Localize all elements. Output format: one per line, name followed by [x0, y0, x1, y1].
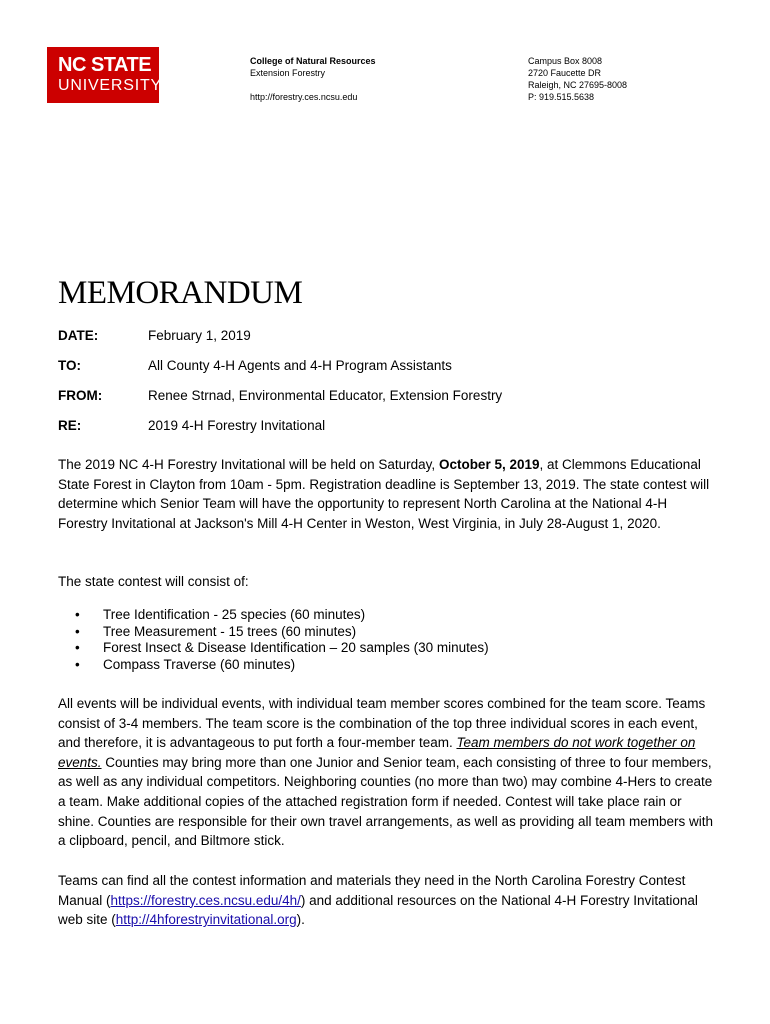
from-value: Renee Strnad, Environmental Educator, Extension Forestry: [148, 388, 503, 403]
bullet-icon: •: [75, 607, 80, 622]
to-value: All County 4-H Agents and 4-H Program Assistants: [148, 358, 452, 373]
re-value: 2019 4-H Forestry Invitational: [148, 418, 326, 433]
date-value: February 1, 2019: [148, 328, 251, 343]
contest-date: October 5, 2019: [438, 457, 540, 472]
bullet-icon: •: [75, 656, 80, 672]
event-text: Tree Identification - 25 species (60 minutes): [103, 607, 366, 622]
events-list: [75, 607, 489, 673]
event-text: Compass Traverse (60 minutes): [103, 656, 296, 672]
list-item: [75, 640, 489, 657]
address-line: 2720 Faucette DR: [528, 68, 602, 78]
resources-paragraph: [58, 871, 718, 930]
rules-emphasis: Team members do not work together on events.: [58, 735, 696, 770]
intro-paragraph: [58, 455, 718, 533]
bullet-icon: •: [75, 623, 80, 639]
invitational-website-link[interactable]: http://4hforestryinvitational.org: [115, 912, 297, 928]
memo-title: MEMORANDUM: [58, 275, 303, 311]
website-url: http://forestry.ces.ncsu.edu: [250, 92, 358, 102]
college-name: College of Natural Resources: [250, 56, 376, 66]
resources-text-b: ) and additional resources on the National 4-H Forestry Invitational web site (: [58, 892, 698, 928]
resources-text-c: ).: [296, 912, 305, 928]
rules-text-a: All events will be individual events, with individual team member scores combined for the team score. Teams consist of 3-4 members. The team score is the combination of the top three individual scores in each event, and therefore, it is advantageous to put forth a four-member team.: [58, 696, 706, 751]
re-label: RE:: [58, 418, 82, 433]
address-line: Raleigh, NC 27695-8008: [528, 80, 628, 90]
intro-text-a: The 2019 NC 4-H Forestry Invitational will be held on Saturday,: [58, 457, 439, 472]
to-label: TO:: [58, 358, 81, 373]
phone-line: P: 919.515.5638: [528, 92, 595, 102]
logo-line-1: NC STATE: [58, 54, 152, 76]
resources-text-a: Teams can find all the contest information and materials they need in the North Carolina Forestry Contest Manual (: [58, 873, 686, 908]
contest-manual-link[interactable]: https://forestry.ces.ncsu.edu/4h/: [110, 892, 301, 908]
list-item: [75, 657, 489, 674]
bullet-icon: •: [75, 640, 80, 655]
contest-intro: The state contest will consist of:: [58, 574, 249, 589]
department-name: Extension Forestry: [250, 68, 326, 78]
logo-line-2: UNIVERSITY: [58, 77, 163, 94]
event-text: Tree Measurement - 15 trees (60 minutes): [103, 623, 357, 639]
rules-text-b: Counties may bring more than one Junior and Senior team, each consisting of three to four members, as well as any individual competitors. Neighboring counties (no more than two) may combine 4-Hers to create a team. Make additional copies of the attached registration form if needed. Contest will take place rain or shine. Counties are responsible for their own travel arrangements, as well as providing all team members with a clipboard, pencil, and Biltmore stick.: [58, 754, 714, 849]
date-label: DATE:: [58, 328, 99, 343]
ncstate-logo: [47, 47, 163, 103]
letterhead-department: [250, 55, 376, 103]
rules-paragraph: [58, 694, 718, 851]
address-line: Campus Box 8008: [528, 56, 603, 66]
event-text: Forest Insect & Disease Identification – 20 samples (30 minutes): [103, 640, 489, 655]
list-item: [75, 624, 489, 641]
from-label: FROM:: [58, 388, 103, 403]
list-item: [75, 607, 489, 624]
intro-text-b: , at Clemmons Educational State Forest in Clayton from 10am - 5pm. Registration deadline is September 13, 2019. The state contest will determine which Senior Team will have the opportunity to represent North Carolina at the National 4-H Forestry Invitational at Jackson's Mill 4-H Center in Weston, West Virginia, in July 28-August 1, 2020.: [58, 457, 710, 531]
letterhead-address: [528, 55, 627, 103]
